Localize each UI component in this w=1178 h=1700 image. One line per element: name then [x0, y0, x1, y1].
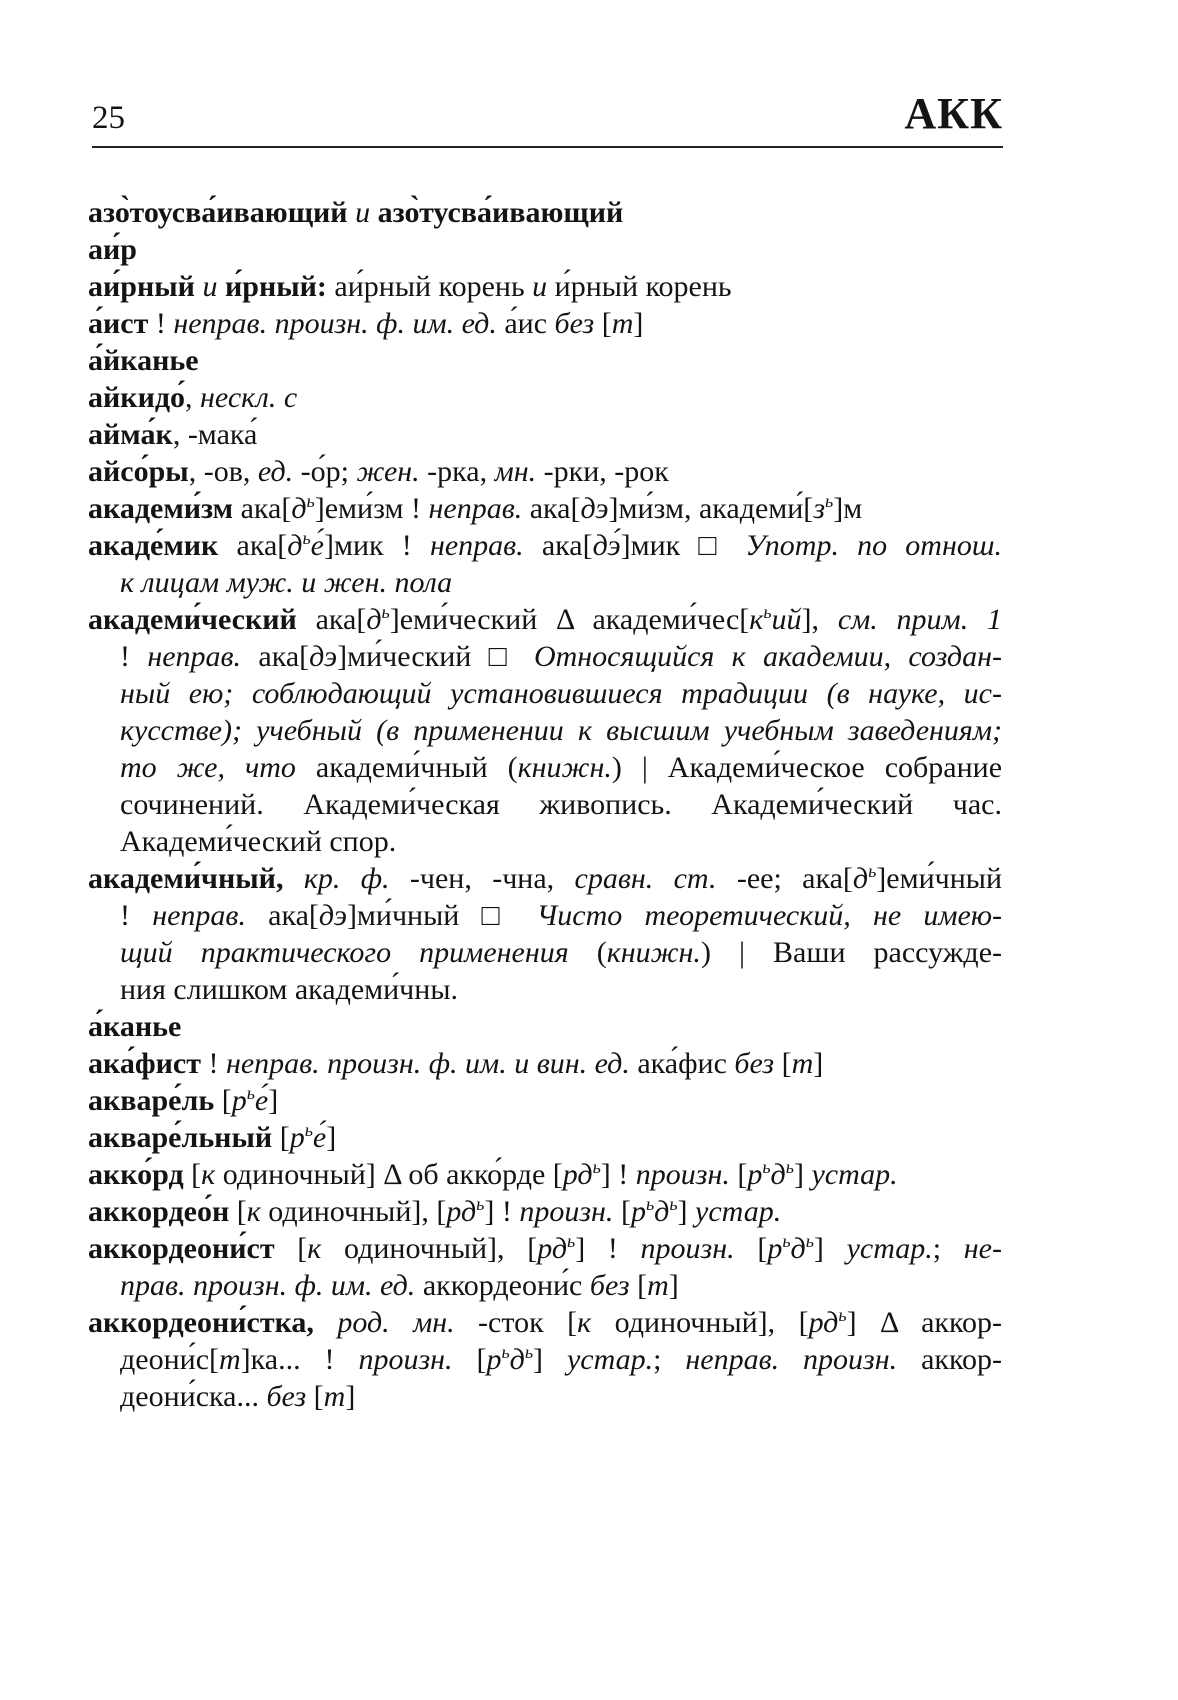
entry-text: ; — [653, 1343, 686, 1376]
italic-label: сравн. ст. — [574, 862, 717, 895]
italic-label: д — [654, 1195, 670, 1228]
italic-label: дэ — [309, 640, 338, 673]
italic-label: р — [289, 1121, 305, 1154]
entry-text: ! — [120, 640, 148, 673]
headword: азо̀тоусва́ивающий — [88, 196, 348, 229]
italic-label: т — [647, 1269, 669, 1302]
soft-mark: ь — [762, 1156, 771, 1177]
entry-text: ]ми́ческий □ — [337, 640, 534, 673]
entry-text: ] — [793, 1158, 812, 1191]
entry-text: ] ! — [575, 1232, 641, 1265]
soft-mark: ь — [476, 1193, 485, 1214]
italic-label: без — [266, 1380, 307, 1413]
italic-label: нескл. с — [200, 381, 298, 414]
entry-text: ]м — [833, 492, 863, 525]
entry-text: [ — [229, 1195, 247, 1228]
italic-label: ный ею; соблюдающий установившиеся традиции (в науке, ис- — [120, 677, 1002, 710]
italic-label: д — [852, 862, 869, 895]
entry-text: ака[ — [241, 640, 310, 673]
headword: аи́р — [88, 233, 137, 266]
entry-line — [88, 490, 1002, 527]
italic-label: жен. — [356, 455, 420, 488]
entry-text: ака[ — [218, 529, 288, 562]
entry-text: деони́ска... — [120, 1380, 267, 1413]
entry-text: ], — [801, 603, 838, 636]
entry-text: -сток [ — [454, 1306, 578, 1339]
entry-line — [88, 416, 1002, 453]
entry-line — [88, 971, 1002, 1008]
entry-text: -чен, -чна, — [389, 862, 575, 895]
entry-text: [ — [306, 1380, 324, 1413]
entry-line — [88, 712, 1002, 749]
entry-text: ака[ — [245, 899, 319, 932]
italic-label: без — [589, 1269, 630, 1302]
entry-text: ) | Ваши рассужде- — [700, 936, 1002, 969]
italic-label: дэ — [318, 899, 347, 932]
entry-line — [88, 342, 1002, 379]
entry-text: -ее; ака[ — [716, 862, 853, 895]
soft-mark: ь — [306, 490, 315, 511]
entry-line — [88, 675, 1002, 712]
dictionary-entry — [88, 416, 1002, 453]
entry-line — [88, 1008, 1002, 1045]
italic-label: е́ — [310, 529, 324, 562]
entry-text: ака[ — [233, 492, 292, 525]
entry-text: ]ми́чный □ — [346, 899, 537, 932]
italic-label: д — [287, 529, 303, 562]
entry-text: ]мик ! — [323, 529, 430, 562]
entry-text: ] — [677, 1195, 696, 1228]
entry-text: аи́рный корень — [326, 270, 533, 303]
entry-line — [88, 1341, 1002, 1378]
entry-line — [88, 860, 1002, 897]
entry-text: одиночный] Δ об акко́рде [ — [215, 1158, 563, 1191]
headword: академи́зм — [88, 492, 234, 525]
entry-text: [ — [729, 1158, 748, 1191]
entry-text: академи́чный ( — [295, 751, 518, 784]
italic-label: д — [770, 1158, 786, 1191]
italic-label: Употр. по отнош. — [745, 529, 1002, 562]
entry-text: [ — [272, 1121, 290, 1154]
dictionary-entry — [88, 1082, 1002, 1119]
soft-mark: ь — [304, 1119, 313, 1140]
entry-text: ( — [568, 936, 607, 969]
entry-text: ния слишком академи́чны. — [120, 973, 458, 1006]
italic-label: устар. — [846, 1232, 933, 1265]
entry-line — [88, 786, 1002, 823]
italic-label: и — [532, 270, 548, 303]
dictionary-entry — [88, 601, 1002, 860]
dictionary-entry — [88, 305, 1002, 342]
soft-mark: ь — [524, 1341, 534, 1362]
italic-label: устар. — [811, 1158, 898, 1191]
entry-text: [ — [613, 1195, 631, 1228]
dictionary-entry — [88, 453, 1002, 490]
dictionary-entry — [88, 1119, 1002, 1156]
headword: аккордеони́стка, — [88, 1306, 314, 1339]
italic-label: р — [747, 1158, 763, 1191]
entry-line — [88, 564, 1002, 601]
entry-text: [ — [594, 307, 612, 340]
entry-text: ]ка... ! — [240, 1343, 359, 1376]
headword: аи́рный — [88, 270, 195, 303]
entry-line — [88, 1045, 1002, 1082]
entry-text: ] — [813, 1232, 847, 1265]
entry-text: -рка, — [419, 455, 495, 488]
italic-label: книжн. — [606, 936, 701, 969]
entry-line — [88, 1267, 1002, 1304]
entry-line — [88, 305, 1002, 342]
italic-label: произн. — [635, 1158, 730, 1191]
dictionary-entry — [88, 1193, 1002, 1230]
entry-line — [88, 527, 1002, 564]
entry-text: [ — [274, 1232, 308, 1265]
soft-mark: ь — [805, 1230, 814, 1251]
entry-line — [88, 823, 1002, 860]
entry-text: , -мака́ — [172, 418, 258, 451]
soft-mark: ь — [825, 490, 834, 511]
guide-word: АКК — [904, 89, 1003, 138]
italic-label: з — [813, 492, 826, 525]
headword: айкидо́ — [88, 381, 186, 414]
headword: айма́к — [88, 418, 173, 451]
italic-label: прав. произн. ф. им. ед. — [120, 1269, 416, 1302]
entry-text: ]мик □ — [620, 529, 746, 562]
italic-label: рд — [808, 1306, 839, 1339]
headword: азо̀тусва́ивающий — [377, 196, 624, 229]
entry-text: -рки, -рок — [536, 455, 669, 488]
italic-label: д — [790, 1232, 806, 1265]
entry-text: Академи́ческий спор. — [120, 825, 397, 858]
soft-mark: ь — [567, 1230, 576, 1251]
italic-label: к — [307, 1232, 322, 1265]
entry-text: ака[ — [522, 492, 581, 525]
soft-mark: ь — [838, 1304, 847, 1325]
italic-label: произн. — [519, 1195, 614, 1228]
soft-mark: ь — [868, 860, 877, 881]
soft-mark: ь — [501, 1341, 510, 1362]
soft-mark: ь — [381, 601, 390, 622]
entry-text: ! — [200, 1047, 226, 1080]
italic-label: т — [611, 307, 634, 340]
entry-line — [88, 1119, 1002, 1156]
entry-line — [88, 1082, 1002, 1119]
entry-line — [88, 194, 1002, 231]
italic-label: р — [486, 1343, 502, 1376]
entry-text: аккор- — [897, 1343, 1002, 1376]
entry-text: ! — [120, 899, 153, 932]
entry-text: ] ! — [600, 1158, 636, 1191]
headword: аккордео́н — [88, 1195, 230, 1228]
italic-label: то же, что — [120, 751, 296, 784]
italic-label: не- — [963, 1232, 1002, 1265]
header-rule — [92, 146, 1003, 148]
entry-text: , — [185, 381, 201, 414]
italic-label: ед. — [257, 455, 294, 488]
entry-text: ] — [668, 1269, 679, 1302]
italic-label: см. прим. 1 — [837, 603, 1002, 636]
dictionary-entry — [88, 860, 1002, 1008]
italic-label: неправ. — [147, 640, 242, 673]
italic-label: дэ — [580, 492, 609, 525]
headword: академи́чный, — [88, 862, 284, 895]
soft-mark: ь — [645, 1193, 655, 1214]
dictionary-entry — [88, 1304, 1002, 1415]
entry-line — [88, 268, 1002, 305]
italic-label: неправ. — [152, 899, 246, 932]
italic-label: кусстве); учебный (в применении к высшим учебным заведениям; — [120, 714, 1002, 747]
entry-line — [88, 749, 1002, 786]
entry-line — [88, 1304, 1002, 1341]
headword: и́рный: — [224, 270, 327, 303]
italic-label: Относящийся к академии, создан- — [533, 640, 1002, 673]
italic-label: е́ — [312, 1121, 327, 1154]
italic-label: неправ. — [429, 529, 524, 562]
italic-label: к — [201, 1158, 216, 1191]
entry-text: ] — [345, 1380, 356, 1413]
entry-text: одиночный], [ — [591, 1306, 809, 1339]
italic-label: род. мн. — [313, 1306, 455, 1339]
dictionary-entry — [88, 1008, 1002, 1045]
italic-label: устар. — [695, 1195, 782, 1228]
entry-text: и́рный корень — [547, 270, 732, 303]
italic-label: неправ. произн. ф. им. ед. — [173, 307, 497, 340]
entry-line — [88, 638, 1002, 675]
entry-text: [ — [774, 1047, 792, 1080]
entry-text: а́ис — [496, 307, 555, 340]
entry-text: ]еми́чный — [876, 862, 1002, 895]
italic-label: и — [347, 196, 378, 229]
headword: акваре́ль — [88, 1084, 215, 1117]
italic-label: мн. — [494, 455, 537, 488]
entry-text: [ — [214, 1084, 232, 1117]
soft-mark: ь — [782, 1230, 791, 1251]
soft-mark: ь — [246, 1082, 255, 1103]
entry-text: ] — [533, 1343, 567, 1376]
entry-text: ] — [813, 1047, 824, 1080]
headword: а́йканье — [88, 344, 199, 377]
entry-line — [88, 601, 1002, 638]
dictionary-entry — [88, 342, 1002, 379]
italic-label: устар. — [566, 1343, 654, 1376]
entry-text: ]еми́ческий Δ академи́чес[ — [389, 603, 750, 636]
entry-line — [88, 1378, 1002, 1415]
entry-text: ] ! — [484, 1195, 520, 1228]
entry-line — [88, 1156, 1002, 1193]
italic-label: р — [630, 1195, 646, 1228]
italic-label: щий практического применения — [120, 936, 569, 969]
headword: а́канье — [88, 1010, 182, 1043]
headword: ака́фист — [88, 1047, 201, 1080]
headword: акваре́льный — [88, 1121, 273, 1154]
entry-text: [ — [452, 1343, 487, 1376]
entry-line — [88, 934, 1002, 971]
italic-label: неправ. произн. — [685, 1343, 898, 1376]
page-number: 25 — [92, 100, 125, 136]
entry-text: ; — [932, 1232, 964, 1265]
dictionary-entry — [88, 231, 1002, 268]
headword: акаде́мик — [88, 529, 219, 562]
soft-mark: ь — [592, 1156, 601, 1177]
dictionary-entry — [88, 490, 1002, 527]
entry-text: деони́с[ — [120, 1343, 219, 1376]
italic-label: неправ. произн. ф. им. и вин. ед. — [225, 1047, 630, 1080]
dictionary-entry — [88, 1045, 1002, 1082]
entry-text: [ — [629, 1269, 648, 1302]
dictionary-entry — [88, 527, 1002, 601]
italic-label: рд — [537, 1232, 567, 1265]
italic-label: д — [291, 492, 307, 525]
entry-text: одиночный], [ — [321, 1232, 538, 1265]
entry-text: аккордеони́с — [415, 1269, 590, 1302]
italic-label: т — [323, 1380, 346, 1413]
headword: академи́ческий — [88, 603, 297, 636]
entry-text: ] — [326, 1121, 337, 1154]
entry-line — [88, 1230, 1002, 1267]
italic-label: без — [734, 1047, 775, 1080]
entry-text: [ — [734, 1232, 768, 1265]
italic-label: кр. ф. — [283, 862, 390, 895]
page-header — [92, 90, 1003, 138]
entry-text: ака[ — [296, 603, 367, 636]
headword: айсо́ры — [88, 455, 189, 488]
entry-text: ]еми́зм ! — [314, 492, 429, 525]
italic-label: рд — [562, 1158, 593, 1191]
entry-text: ) | Академи́ческое собрание — [611, 751, 1003, 784]
italic-label: е́ — [254, 1084, 269, 1117]
headword: а́ист — [88, 307, 149, 340]
italic-label: Чисто теоретический, не имею- — [536, 899, 1002, 932]
dictionary-entry — [88, 194, 1002, 231]
italic-label: к — [749, 603, 764, 636]
entry-text: ] Δ аккор- — [846, 1306, 1002, 1339]
italic-label: д — [366, 603, 382, 636]
entry-text: одиночный], [ — [260, 1195, 447, 1228]
italic-label: без — [554, 307, 595, 340]
italic-label: и — [194, 270, 225, 303]
entry-line — [88, 453, 1002, 490]
entry-list — [88, 194, 1002, 1415]
italic-label: р — [231, 1084, 247, 1117]
dictionary-entry — [88, 1156, 1002, 1193]
italic-label: к — [577, 1306, 592, 1339]
headword: аккордеони́ст — [88, 1232, 275, 1265]
italic-label: р — [767, 1232, 783, 1265]
italic-label: к — [246, 1195, 261, 1228]
entry-line — [88, 379, 1002, 416]
italic-label: ий — [771, 603, 802, 636]
entry-text: ! — [148, 307, 174, 340]
entry-text: , -ов, — [188, 455, 258, 488]
headword: акко́рд — [88, 1158, 184, 1191]
soft-mark: ь — [669, 1193, 678, 1214]
entry-line — [88, 897, 1002, 934]
dictionary-entry — [88, 268, 1002, 305]
italic-label: дэ́ — [592, 529, 621, 562]
soft-mark: ь — [763, 601, 772, 622]
entry-line — [88, 1193, 1002, 1230]
dictionary-entry — [88, 1230, 1002, 1304]
dictionary-entry — [88, 379, 1002, 416]
italic-label: произн. — [640, 1232, 735, 1265]
italic-label: к лицам муж. и жен. пола — [120, 566, 453, 599]
italic-label: неправ. — [428, 492, 523, 525]
entry-text: [ — [183, 1158, 202, 1191]
entry-text: -о́р; — [293, 455, 357, 488]
entry-text: ака́фис — [629, 1047, 735, 1080]
entry-text: ] — [268, 1084, 279, 1117]
soft-mark: ь — [302, 527, 311, 548]
entry-text: ]ми́зм, академи́[ — [608, 492, 814, 525]
italic-label: книжн. — [517, 751, 612, 784]
italic-label: д — [509, 1343, 525, 1376]
entry-text: сочинений. Академи́ческая живопись. Академи́ческий час. — [120, 788, 1002, 821]
entry-line — [88, 231, 1002, 268]
italic-label: т — [219, 1343, 241, 1376]
italic-label: т — [791, 1047, 814, 1080]
soft-mark: ь — [785, 1156, 794, 1177]
italic-label: произн. — [358, 1343, 453, 1376]
entry-text: ака[ — [523, 529, 593, 562]
italic-label: рд — [446, 1195, 477, 1228]
entry-text: ] — [633, 307, 644, 340]
